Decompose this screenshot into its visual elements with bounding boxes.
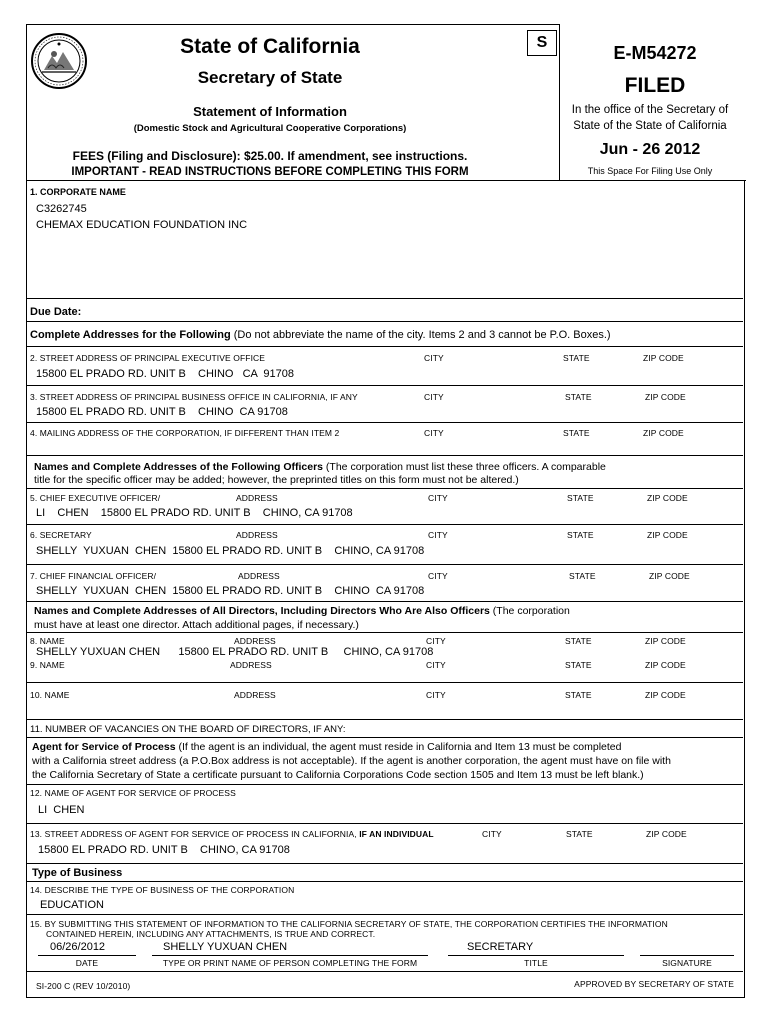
agent-heading-bold: Agent for Service of Process xyxy=(32,741,176,753)
item9-state-label: STATE xyxy=(565,660,592,670)
item3-value: 15800 EL PRADO RD. UNIT B CHINO CA 91708 xyxy=(36,406,288,418)
item5-address-label: ADDRESS xyxy=(236,493,278,503)
item5-value: LI CHEN 15800 EL PRADO RD. UNIT B CHINO, CA 91708 xyxy=(36,507,353,519)
officers-heading xyxy=(34,461,606,473)
signed-date-value: 06/26/2012 xyxy=(50,941,106,953)
item2-label: 2. STREET ADDRESS OF PRINCIPAL EXECUTIVE OFFICE xyxy=(30,353,266,363)
business-heading: Type of Business xyxy=(32,867,123,879)
item9-label: 9. NAME xyxy=(30,660,65,670)
header-left-rule xyxy=(26,24,27,181)
filing-office-line2: State of the State of California xyxy=(573,120,727,132)
date-label: DATE xyxy=(75,958,99,968)
item7-label: 7. CHIEF FINANCIAL OFFICER/ xyxy=(30,571,157,581)
state-title: State of California xyxy=(180,35,360,58)
rule-item5 xyxy=(26,488,743,489)
item1-label: 1. CORPORATE NAME xyxy=(30,187,126,197)
item8-value: SHELLY YUXUAN CHEN 15800 EL PRADO RD. UNIT B CHINO, CA 91708 xyxy=(36,646,434,658)
agent-heading-line3: the California Secretary of State a certificate pursuant to California Corporations Code section 1505 and Item 13 must be left blank.) xyxy=(32,769,644,781)
title-label: TITLE xyxy=(524,958,548,968)
item7-city-label: CITY xyxy=(428,571,448,581)
rule-agent xyxy=(26,737,743,738)
item14-label: 14. DESCRIBE THE TYPE OF BUSINESS OF THE CORPORATION xyxy=(30,885,295,895)
agent-heading xyxy=(32,741,621,753)
name-underline xyxy=(152,955,428,956)
rule-directors xyxy=(26,601,743,602)
item5-city-label: CITY xyxy=(428,493,448,503)
directors-heading-rest: (The corporation xyxy=(489,605,570,617)
item5-zip-label: ZIP CODE xyxy=(647,493,688,503)
rule-footer xyxy=(26,971,743,972)
item4-label: 4. MAILING ADDRESS OF THE CORPORATION, IF DIFFERENT THAN ITEM 2 xyxy=(30,428,340,438)
important-line: IMPORTANT - READ INSTRUCTIONS BEFORE COMPLETING THIS FORM xyxy=(71,166,469,178)
item7-state-label: STATE xyxy=(569,571,596,581)
filing-office-line1: In the office of the Secretary of xyxy=(571,104,729,116)
form-subtitle: (Domestic Stock and Agricultural Cooperative Corporations) xyxy=(133,123,407,134)
item2-zip-label: ZIP CODE xyxy=(643,353,684,363)
item13-state-label: STATE xyxy=(566,829,593,839)
rule-item8 xyxy=(26,632,743,633)
item14-value: EDUCATION xyxy=(40,899,104,911)
officers-heading-rest: (The corporation must list these three officers. A comparable xyxy=(323,461,606,473)
s-box-label: S xyxy=(536,34,548,51)
item12-label: 12. NAME OF AGENT FOR SERVICE OF PROCESS xyxy=(30,788,236,798)
directors-heading-bold: Names and Complete Addresses of All Directors, Including Directors Who Are Also Officers xyxy=(34,605,490,617)
item9-zip-label: ZIP CODE xyxy=(645,660,686,670)
signer-title-value: SECRETARY xyxy=(467,941,534,953)
rule-item14 xyxy=(26,881,743,882)
filing-date: Jun - 26 2012 xyxy=(599,141,701,158)
rule-due-date xyxy=(26,298,743,299)
rule-item10 xyxy=(26,682,743,683)
item10-zip-label: ZIP CODE xyxy=(645,690,686,700)
date-underline xyxy=(38,955,136,956)
signer-name-value: SHELLY YUXUAN CHEN xyxy=(163,941,288,953)
item8-city-label: CITY xyxy=(426,636,446,646)
item13-value: 15800 EL PRADO RD. UNIT B CHINO, CA 91708 xyxy=(38,844,290,856)
agent-heading-rest: (If the agent is an individual, the agent must reside in California and Item 13 must be completed xyxy=(175,741,622,753)
directors-heading-line2: must have at least one director. Attach additional pages, if necessary.) xyxy=(34,619,359,631)
rule-item3 xyxy=(26,385,743,386)
addresses-heading-bold: Complete Addresses for the Following xyxy=(30,329,231,341)
rule-item2 xyxy=(26,346,743,347)
title-underline xyxy=(448,955,624,956)
item15-line1: 15. BY SUBMITTING THIS STATEMENT OF INFORMATION TO THE CALIFORNIA SECRETARY OF STATE, THE CORPORATION CERTIFIES THE INFORMATION xyxy=(30,919,668,929)
item3-city-label: CITY xyxy=(424,392,444,402)
rule-item15 xyxy=(26,914,743,915)
filed-status: FILED xyxy=(624,74,686,97)
officers-heading-bold: Names and Complete Addresses of the Following Officers xyxy=(34,461,324,473)
directors-heading xyxy=(34,605,570,617)
officers-heading-line2: title for the specific officer may be added; however, the preprinted titles on this form must not be altered.) xyxy=(34,474,519,486)
addresses-heading-rest: (Do not abbreviate the name of the city. Items 2 and 3 cannot be P.O. Boxes.) xyxy=(230,329,611,341)
item6-address-label: ADDRESS xyxy=(236,530,278,540)
item3-zip-label: ZIP CODE xyxy=(645,392,686,402)
item2-city-label: CITY xyxy=(424,353,444,363)
item7-address-label: ADDRESS xyxy=(238,571,280,581)
item6-zip-label: ZIP CODE xyxy=(647,530,688,540)
item8-label: 8. NAME xyxy=(30,636,65,646)
item7-value: SHELLY YUXUAN CHEN 15800 EL PRADO RD. UNIT B CHINO CA 91708 xyxy=(36,585,425,597)
item13-city-label: CITY xyxy=(482,829,502,839)
fees-line: FEES (Filing and Disclosure): $25.00. If amendment, see instructions. xyxy=(72,149,468,163)
form-title: Statement of Information xyxy=(193,104,347,119)
signature-label: SIGNATURE xyxy=(662,958,712,968)
s-box xyxy=(527,30,557,56)
rule-item7 xyxy=(26,564,743,565)
item10-label: 10. NAME xyxy=(30,690,70,700)
addresses-heading xyxy=(30,329,611,341)
rule-officers xyxy=(26,455,743,456)
item2-value: 15800 EL PRADO RD. UNIT B CHINO CA 91708 xyxy=(36,368,294,380)
agent-heading-line2: with a California street address (a P.O.Box address is not acceptable). If the agent is another corporation, the agent must have on file with xyxy=(32,755,671,767)
signature-underline xyxy=(640,955,734,956)
item10-city-label: CITY xyxy=(426,690,446,700)
item4-state-label: STATE xyxy=(563,428,590,438)
item5-state-label: STATE xyxy=(567,493,594,503)
item9-city-label: CITY xyxy=(426,660,446,670)
header-right-rule xyxy=(559,24,560,181)
item6-city-label: CITY xyxy=(428,530,448,540)
rule-business xyxy=(26,863,743,864)
item13-label-bold: IF AN INDIVIDUAL xyxy=(356,829,434,839)
filing-space-note: This Space For Filing Use Only xyxy=(587,166,713,176)
filing-number: E-M54272 xyxy=(613,43,697,63)
office-title: Secretary of State xyxy=(197,68,343,87)
rule-item13 xyxy=(26,823,743,824)
rule-item6 xyxy=(26,524,743,525)
item8-zip-label: ZIP CODE xyxy=(645,636,686,646)
top-rule xyxy=(26,24,560,25)
item4-city-label: CITY xyxy=(424,428,444,438)
item10-state-label: STATE xyxy=(565,690,592,700)
rule-item4 xyxy=(26,422,743,423)
item2-state-label: STATE xyxy=(563,353,590,363)
item7-zip-label: ZIP CODE xyxy=(649,571,690,581)
item6-value: SHELLY YUXUAN CHEN 15800 EL PRADO RD. UNIT B CHINO, CA 91708 xyxy=(36,545,425,557)
corporate-number: C3262745 xyxy=(36,203,87,215)
name-label: TYPE OR PRINT NAME OF PERSON COMPLETING THE FORM xyxy=(162,958,418,968)
item8-address-label: ADDRESS xyxy=(234,636,276,646)
rule-item11 xyxy=(26,719,743,720)
item12-value: LI CHEN xyxy=(38,804,85,816)
corporate-name: CHEMAX EDUCATION FOUNDATION INC xyxy=(36,219,248,231)
rule-item12 xyxy=(26,784,743,785)
item9-address-label: ADDRESS xyxy=(230,660,272,670)
item11-label: 11. NUMBER OF VACANCIES ON THE BOARD OF DIRECTORS, IF ANY: xyxy=(30,724,346,735)
form-number: SI-200 C (REV 10/2010) xyxy=(36,981,131,991)
rule-addresses xyxy=(26,321,743,322)
item3-state-label: STATE xyxy=(565,392,592,402)
item4-zip-label: ZIP CODE xyxy=(643,428,684,438)
item13-label xyxy=(30,829,434,839)
item5-label: 5. CHIEF EXECUTIVE OFFICER/ xyxy=(30,493,161,503)
item13-label-main: 13. STREET ADDRESS OF AGENT FOR SERVICE OF PROCESS IN CALIFORNIA, xyxy=(30,829,357,839)
item3-label: 3. STREET ADDRESS OF PRINCIPAL BUSINESS OFFICE IN CALIFORNIA, IF ANY xyxy=(30,392,358,402)
item15-line2: CONTAINED HEREIN, INCLUDING ANY ATTACHMENTS, IS TRUE AND CORRECT. xyxy=(46,929,376,939)
item6-state-label: STATE xyxy=(567,530,594,540)
due-date-label: Due Date: xyxy=(30,306,82,318)
item10-address-label: ADDRESS xyxy=(234,690,276,700)
item13-zip-label: ZIP CODE xyxy=(646,829,687,839)
item8-state-label: STATE xyxy=(565,636,592,646)
item6-label: 6. SECRETARY xyxy=(30,530,92,540)
approved-note: APPROVED BY SECRETARY OF STATE xyxy=(574,979,734,989)
